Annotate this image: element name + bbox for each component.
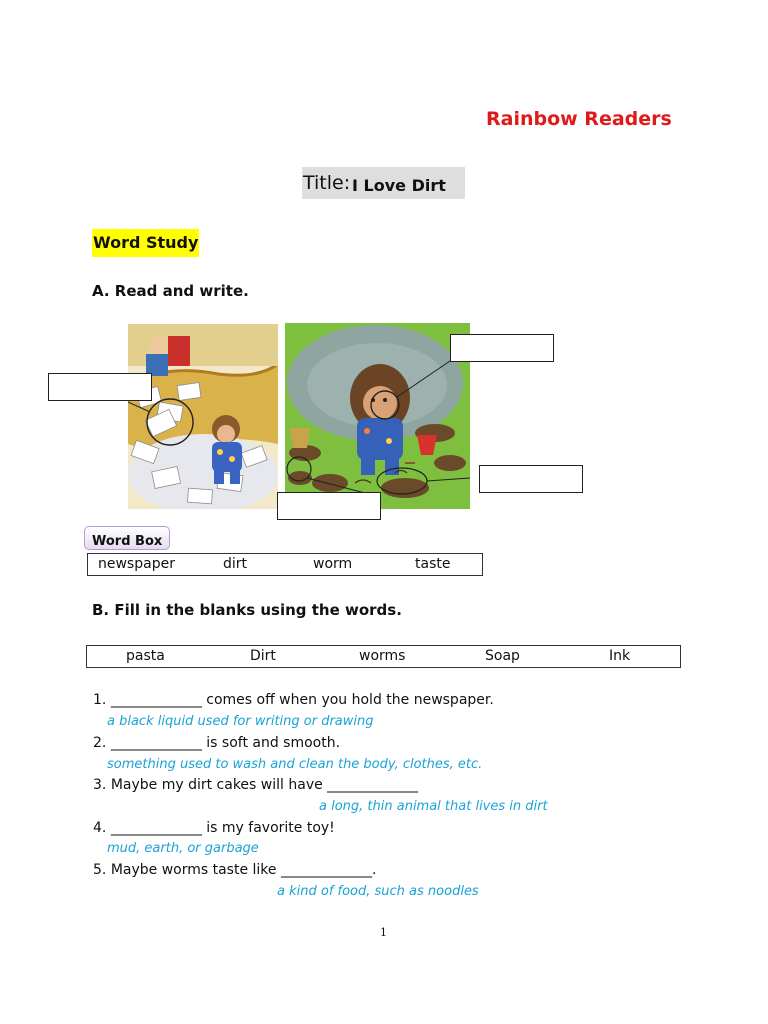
title-label: Title: [303,172,351,194]
newspaper-illustration [128,324,278,509]
label-box-newspaper[interactable] [48,373,152,401]
fill-word: pasta [126,648,165,664]
word-box-strip [87,553,483,576]
fill-word: Soap [485,648,520,664]
dirt-illustration [285,323,470,509]
story-title: I Love Dirt [352,176,446,195]
word-box-word: worm [313,556,353,572]
hint-3: a long, thin animal that lives in dirt [319,799,548,814]
hint-1: a black liquid used for writing or drawing [107,714,374,729]
word-box-word: newspaper [98,556,175,572]
label-box-dirt[interactable] [479,465,583,493]
section-a-heading: A. Read and write. [92,282,249,300]
word-box-label: Word Box [92,534,163,549]
fill-word: worms [359,648,406,664]
word-box-word: dirt [223,556,248,572]
label-box-taste[interactable] [450,334,554,362]
label-box-worm[interactable] [277,492,381,520]
fill-word: Dirt [250,648,276,664]
question-1: 1. _____________ comes off when you hold the newspaper. [93,692,494,708]
question-4: 4. _____________ is my favorite toy! [93,820,335,836]
hint-5: a kind of food, such as noodles [277,884,479,899]
fill-words-strip [86,645,681,668]
section-b-heading: B. Fill in the blanks using the words. [92,601,402,619]
fill-word: Ink [609,648,631,664]
page-number: 1 [380,926,387,939]
word-study-heading: Word Study [92,229,199,257]
question-5: 5. Maybe worms taste like _____________. [93,862,377,878]
hint-4: mud, earth, or garbage [107,841,259,856]
question-2: 2. _____________ is soft and smooth. [93,735,341,751]
hint-2: something used to wash and clean the body, clothes, etc. [107,757,483,772]
word-box-word: taste [415,556,451,572]
brand-title: Rainbow Readers [486,108,672,130]
question-3: 3. Maybe my dirt cakes will have _____________ [93,777,419,793]
